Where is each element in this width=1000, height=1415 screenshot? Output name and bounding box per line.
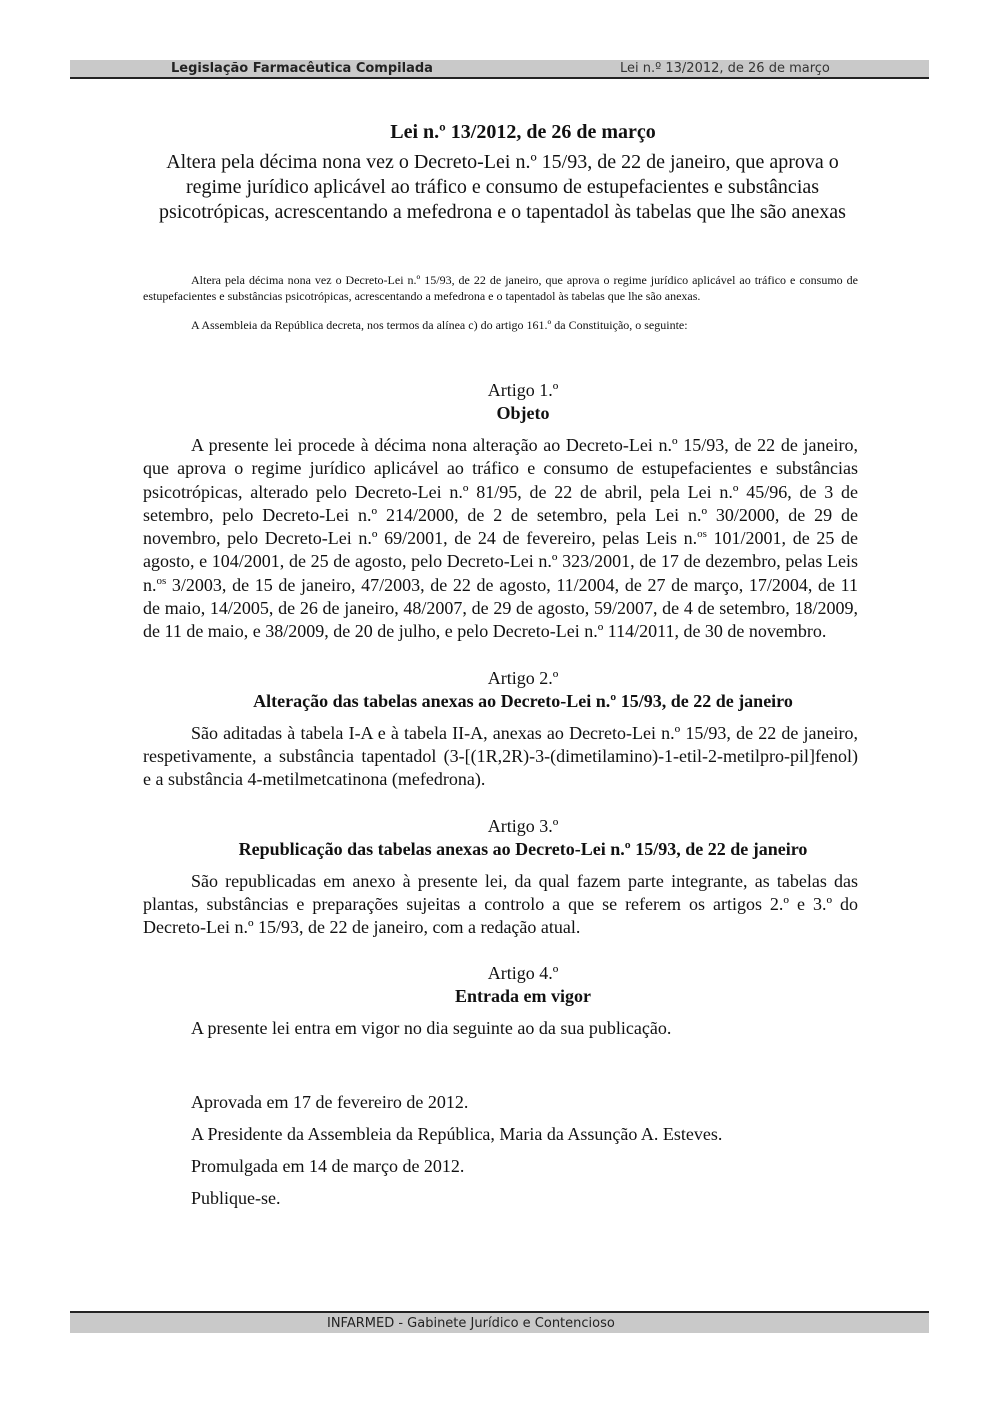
document-subtitle: Altera pela décima nona vez o Decreto-Lei n.º 15/93, de 22 de janeiro, que aprova o regime jurídico aplicável ao tráfico e consumo de estupefacientes e substâncias psicotrópicas, acrescentando a mefedrona e o tapentadol às tabelas que lhe são anexas xyxy=(159,151,846,223)
article-number: Artigo 2.º xyxy=(487,667,559,688)
article-heading: Entrada em vigor xyxy=(455,986,591,1007)
article-body: São aditadas à tabela I-A e à tabela II-A, anexas ao Decreto-Lei n.º 15/93, de 22 de janeiro, respetivamente, a substância tapentadol (3-[(1R,2R)-3-(dimetilamino)-1-etil-2-metilpro-pil]fenol) e a substância 4-metilmetcatinona (mefedrona). xyxy=(143,722,858,790)
summary-paragraph: Altera pela décima nona vez o Decreto-Lei n.º 15/93, de 22 de janeiro, que aprova o regime jurídico aplicável ao tráfico e consumo de estupefacientes e substâncias psicotrópicas, acrescentando a mefedrona e o tapentadol às tabelas que lhe são anexas. xyxy=(143,273,858,303)
article-body-part: 3/2003, de 15 de janeiro, 47/2003, de 22 de agosto, 11/2004, de 27 de março, 17/2004, de 11 de maio, 14/2005, de 26 de janeiro, 48/2007, de 29 de agosto, 59/2007, de 4 de setembro, 18/2009, de 11 de maio, e 38/2009, de 20 de julho, e pelo Decreto-Lei n.º 114/2011, de 30 de novembro. xyxy=(143,574,858,642)
header-publication-title: Legislação Farmacêutica Compilada xyxy=(171,61,433,76)
article-body: São republicadas em anexo à presente lei, da qual fazem parte integrante, as tabelas das plantas, substâncias e preparações sujeitas a controlo a que se referem os artigos 2.º e 3.º do Decreto-Lei n.º 15/93, de 22 de janeiro, com a redação atual. xyxy=(143,870,858,938)
article-number: Artigo 3.º xyxy=(487,815,559,836)
article-heading: Alteração das tabelas anexas ao Decreto-Lei n.º 15/93, de 22 de janeiro xyxy=(253,690,793,711)
article-heading: Objeto xyxy=(496,403,550,423)
decree-paragraph: A Assembleia da República decreta, nos termos da alínea c) do artigo 161.º da Constituição, o seguinte: xyxy=(191,318,688,332)
publication-order: Publique-se. xyxy=(191,1187,281,1208)
article-body: A presente lei entra em vigor no dia seguinte ao da sua publicação. xyxy=(191,1018,672,1039)
article-body-part: 101/2001, de 25 de agosto, e 104/2001, de 25 de agosto, pelo Decreto-Lei n.º 323/2001, de 17 de dezembro, pelas Leis n. xyxy=(143,528,859,595)
page-header xyxy=(70,60,929,79)
document-title: Lei n.º 13/2012, de 26 de março xyxy=(390,121,656,143)
document-body xyxy=(143,118,858,1210)
article-1 xyxy=(143,379,858,644)
article-heading: Republicação das tabelas anexas ao Decreto-Lei n.º 15/93, de 22 de janeiro xyxy=(238,838,808,859)
header-law-reference: Lei n.º 13/2012, de 26 de março xyxy=(620,61,830,76)
article-body-part: A presente lei procede à décima nona alteração ao Decreto-Lei n.º 15/93, de 22 de janeiro, que aprova o regime jurídico aplicável ao tráfico e consumo de estupefacientes e substâncias psicotrópicas, alterado pelo Decreto-Lei n.º 81/95, de 22 de abril, pela Lei n.º 45/96, de 3 de setembro, pelo Decreto-Lei n.º 214/2000, de 2 de setembro, pela Lei n.º 30/2000, de 29 de novembro, pelo Decreto-Lei n.º 69/2001, de 24 de fevereiro, pelas Leis n. xyxy=(143,435,858,549)
approval-date: Aprovada em 17 de fevereiro de 2012. xyxy=(191,1091,469,1112)
superscript: os xyxy=(156,574,167,587)
article-number: Artigo 1.º xyxy=(487,380,559,400)
superscript: os xyxy=(697,528,707,541)
page-footer xyxy=(70,1311,929,1333)
article-body xyxy=(143,434,858,644)
article-2 xyxy=(143,667,858,792)
footer-text: INFARMED - Gabinete Jurídico e Contencioso xyxy=(327,1316,615,1331)
article-4 xyxy=(143,962,858,1040)
article-number: Artigo 4.º xyxy=(487,963,559,984)
president-signature-line: A Presidente da Assembleia da República, Maria da Assunção A. Esteves. xyxy=(191,1123,723,1144)
article-3 xyxy=(143,815,858,940)
promulgation-date: Promulgada em 14 de março de 2012. xyxy=(191,1155,465,1176)
